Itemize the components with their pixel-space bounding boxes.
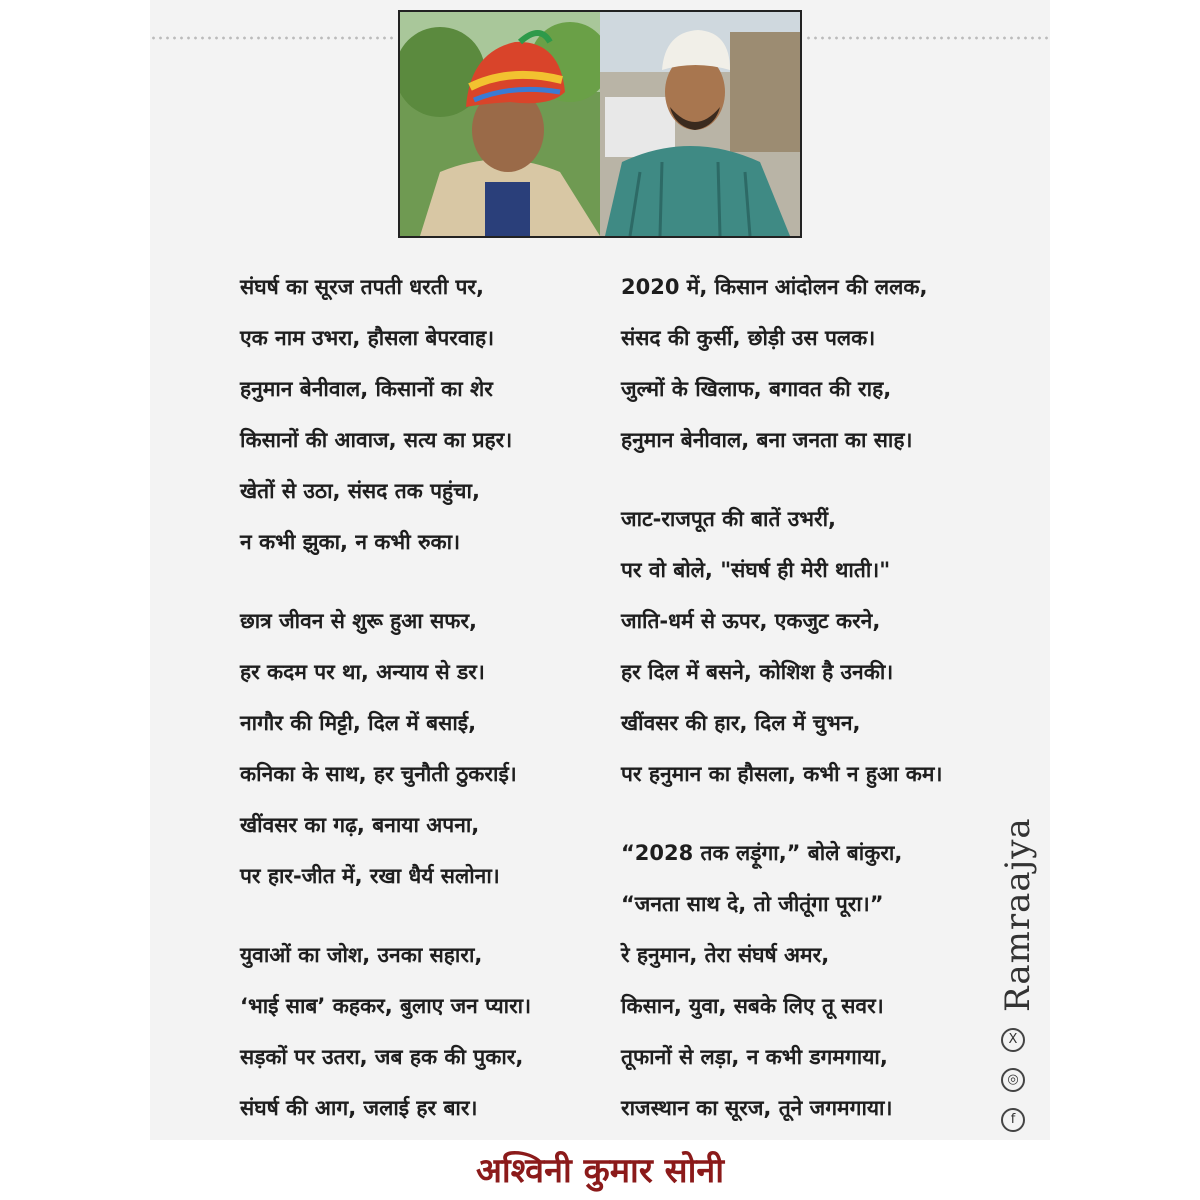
poem-line: हर कदम पर था, अन्याय से डर।	[240, 660, 485, 684]
poem-line: “जनता साथ दे, तो जीतूंगा पूरा।”	[621, 892, 884, 916]
dotted-divider-left	[150, 36, 395, 40]
poem-line: किसान, युवा, सबके लिए तू सवर।	[621, 994, 884, 1018]
poem-line: “2028 तक लड़ूंगा,” बोले बांकुरा,	[621, 841, 903, 865]
poem-line: नागौर की मिट्टी, दिल में बसाई,	[240, 711, 477, 735]
poem-line: तूफानों से लड़ा, न कभी डगमगाया,	[621, 1045, 888, 1069]
poem-line: संसद की कुर्सी, छोड़ी उस पलक।	[621, 326, 876, 350]
poem-line: जाट-राजपूत की बातें उभरीं,	[621, 507, 837, 531]
poem-line: संघर्ष का सूरज तपती धरती पर,	[240, 275, 484, 299]
poem-left-column	[240, 262, 531, 1134]
instagram-icon: ◎	[1001, 1068, 1025, 1092]
poem-line: खेतों से उठा, संसद तक पहुंचा,	[240, 479, 480, 503]
x-icon: X	[1001, 1028, 1025, 1052]
poem-line: एक नाम उभरा, हौसला बेपरवाह।	[240, 326, 495, 350]
poem-line: किसानों की आवाज, सत्य का प्रहर।	[240, 428, 513, 452]
stanza	[240, 262, 531, 568]
stanza	[621, 494, 942, 800]
poem-line: पर हनुमान का हौसला, कभी न हुआ कम।	[621, 762, 943, 786]
poem-line: पर वो बोले, "संघर्ष ही मेरी थाती।"	[621, 558, 891, 582]
portrait-illustration	[400, 12, 800, 236]
footer	[150, 1140, 1050, 1200]
stanza	[240, 596, 531, 902]
poem-line: जाति-धर्म से ऊपर, एकजुट करने,	[621, 609, 881, 633]
poem-line: सड़कों पर उतरा, जब हक की पुकार,	[240, 1045, 524, 1069]
poem-line: राजस्थान का सूरज, तूने जगमगाया।	[621, 1096, 893, 1120]
stanza	[240, 930, 531, 1134]
poem-line: रे हनुमान, तेरा संघर्ष अमर,	[621, 943, 830, 967]
author-name: अश्विनी कुमार सोनी	[475, 1151, 725, 1191]
poem-line: खींवसर की हार, दिल में चुभन,	[621, 711, 861, 735]
poem-line: न कभी झुका, न कभी रुका।	[240, 530, 461, 554]
poem-line: युवाओं का जोश, उनका सहारा,	[240, 943, 483, 967]
header-photo	[398, 10, 802, 238]
brand-watermark	[992, 817, 1042, 1140]
facebook-icon: f	[1001, 1108, 1025, 1132]
poem-line: खींवसर का गढ़, बनाया अपना,	[240, 813, 480, 837]
poem-line: कनिका के साथ, हर चुनौती ठुकराई।	[240, 762, 517, 786]
poem-line: संघर्ष की आग, जलाई हर बार।	[240, 1096, 478, 1120]
poem-line: ‘भाई साब’ कहकर, बुलाए जन प्यारा।	[240, 994, 532, 1018]
brand-name: Ramraajya	[998, 817, 1038, 1012]
poem-line: पर हार-जीत में, रखा धैर्य सलोना।	[240, 864, 500, 888]
dotted-divider-right	[805, 36, 1050, 40]
stanza	[621, 262, 942, 466]
poem-line: हर दिल में बसने, कोशिश है उनकी।	[621, 660, 894, 684]
poem-line: 2020 में, किसान आंदोलन की ललक,	[621, 275, 928, 299]
poem-line: जुल्मों के खिलाफ, बगावत की राह,	[621, 377, 892, 401]
stanza	[621, 828, 942, 1134]
poem-line: हनुमान बेनीवाल, किसानों का शेर	[240, 377, 493, 401]
poem-line: छात्र जीवन से शुरू हुआ सफर,	[240, 609, 478, 633]
poem-line: हनुमान बेनीवाल, बना जनता का साह।	[621, 428, 913, 452]
poem-right-column	[621, 262, 942, 1134]
